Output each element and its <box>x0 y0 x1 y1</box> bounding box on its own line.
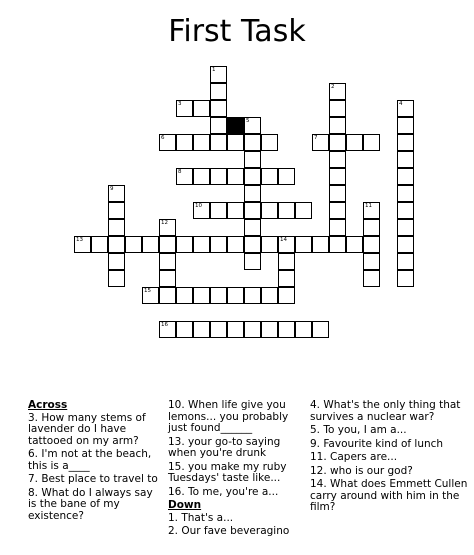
grid-cell[interactable] <box>210 321 227 338</box>
grid-cell[interactable] <box>329 117 346 134</box>
clue-across-13: 13. your go-to saying when you're drunk <box>168 435 281 459</box>
clue-across-10: 10. When life give you lemons... you probably just found______ <box>168 399 289 434</box>
clue-number: 11 <box>365 203 372 209</box>
grid-cell[interactable] <box>176 236 193 253</box>
grid-cell[interactable] <box>329 134 346 151</box>
grid-cell[interactable] <box>210 287 227 304</box>
grid-cell[interactable] <box>397 270 414 287</box>
grid-cell[interactable] <box>278 236 295 253</box>
grid-cell[interactable] <box>227 202 244 219</box>
grid-cell[interactable] <box>193 134 210 151</box>
clue-number: 14 <box>280 237 287 243</box>
grid-cell[interactable] <box>210 168 227 185</box>
grid-cell[interactable] <box>159 236 176 253</box>
grid-cell[interactable] <box>193 287 210 304</box>
grid-cell[interactable] <box>193 100 210 117</box>
grid-cell[interactable] <box>261 202 278 219</box>
clue-number: 7 <box>314 135 318 141</box>
across-heading: Across <box>28 399 68 411</box>
clue-down-5: 5. To you, I am a... <box>310 424 407 436</box>
grid-cell[interactable] <box>278 270 295 287</box>
grid-cell[interactable] <box>91 236 108 253</box>
grid-cell[interactable] <box>397 117 414 134</box>
grid-cell[interactable] <box>397 185 414 202</box>
grid-cell[interactable] <box>329 202 346 219</box>
grid-cell[interactable] <box>210 66 227 83</box>
clue-number: 1 <box>212 67 216 73</box>
grid-cell[interactable] <box>329 168 346 185</box>
grid-cell[interactable] <box>244 168 261 185</box>
grid-cell[interactable] <box>278 287 295 304</box>
grid-cell[interactable] <box>312 321 329 338</box>
clue-number: 16 <box>161 322 168 328</box>
grid-cell[interactable] <box>278 202 295 219</box>
grid-cell[interactable] <box>193 168 210 185</box>
grid-cell[interactable] <box>244 219 261 236</box>
grid-cell[interactable] <box>312 236 329 253</box>
clue-number: 15 <box>144 288 151 294</box>
clue-down-1: 1. That's a... <box>168 511 234 524</box>
grid-cell[interactable] <box>329 236 346 253</box>
clue-number: 4 <box>399 101 403 107</box>
clues-column-2 <box>168 400 306 540</box>
grid-cell[interactable] <box>142 287 159 304</box>
grid-cell[interactable] <box>227 236 244 253</box>
clue-across-16: 16. To me, you're a... <box>168 485 279 498</box>
grid-cell[interactable] <box>244 185 261 202</box>
grid-cell[interactable] <box>329 185 346 202</box>
grid-cell[interactable] <box>142 236 159 253</box>
clues-column-3 <box>310 400 470 516</box>
puzzle-title: First Task <box>168 14 306 49</box>
grid-cell[interactable] <box>295 321 312 338</box>
clue-across-8: 8. What do I always say is the bane of my existence? <box>28 486 153 522</box>
clue-down-9: 9. Favourite kind of lunch <box>310 437 444 450</box>
grid-cell[interactable] <box>244 287 261 304</box>
grid-cell[interactable] <box>159 270 176 287</box>
grid-cell[interactable] <box>176 287 193 304</box>
grid-cell[interactable] <box>159 321 176 338</box>
grid-cell[interactable] <box>397 168 414 185</box>
grid-cell[interactable] <box>329 83 346 100</box>
grid-cell[interactable] <box>261 168 278 185</box>
grid-cell[interactable] <box>210 236 227 253</box>
clue-number: 13 <box>76 237 83 243</box>
grid-cell[interactable] <box>397 253 414 270</box>
clue-across-7: 7. Best place to travel to <box>28 473 158 485</box>
grid-cell[interactable] <box>210 83 227 100</box>
grid-cell[interactable] <box>108 253 125 270</box>
grid-cell[interactable] <box>278 168 295 185</box>
grid-cell[interactable] <box>176 100 193 117</box>
clue-across-3: 3. How many stems of lavender do I have tattooed on my arm? <box>28 411 146 447</box>
grid-cell[interactable] <box>329 219 346 236</box>
grid-cell[interactable] <box>312 134 329 151</box>
grid-cell[interactable] <box>210 100 227 117</box>
grid-cell[interactable] <box>108 219 125 236</box>
grid-cell[interactable] <box>363 253 380 270</box>
grid-cell[interactable] <box>363 270 380 287</box>
down-heading: Down <box>168 499 202 511</box>
grid-cell[interactable] <box>295 202 312 219</box>
grid-cell[interactable] <box>74 236 91 253</box>
grid-cell[interactable] <box>159 287 176 304</box>
grid-cell[interactable] <box>244 134 261 151</box>
grid-cell[interactable] <box>227 287 244 304</box>
clue-number: 8 <box>178 169 182 175</box>
clue-number: 9 <box>110 186 114 192</box>
grid-cell[interactable] <box>108 236 125 253</box>
clue-across-6: 6. I'm not at the beach, this is a____ <box>28 448 152 472</box>
clue-number: 6 <box>161 135 165 141</box>
clues-column-1 <box>28 400 158 524</box>
grid-cell[interactable] <box>244 236 261 253</box>
grid-cell[interactable] <box>108 185 125 202</box>
clue-down-11: 11. Capers are... <box>310 451 398 463</box>
grid-block-cell <box>227 117 244 134</box>
grid-cell[interactable] <box>397 202 414 219</box>
grid-cell[interactable] <box>108 270 125 287</box>
grid-cell[interactable] <box>125 236 142 253</box>
clue-down-4: 4. What's the only thing that survives a nuclear war? <box>310 399 461 423</box>
grid-cell[interactable] <box>176 168 193 185</box>
grid-cell[interactable] <box>244 202 261 219</box>
grid-cell[interactable] <box>295 236 312 253</box>
grid-cell[interactable] <box>159 134 176 151</box>
grid-cell[interactable] <box>397 236 414 253</box>
grid-cell[interactable] <box>227 321 244 338</box>
grid-cell[interactable] <box>159 253 176 270</box>
grid-cell[interactable] <box>397 219 414 236</box>
grid-cell[interactable] <box>261 287 278 304</box>
grid-cell[interactable] <box>329 151 346 168</box>
grid-cell[interactable] <box>193 321 210 338</box>
clue-number: 5 <box>246 118 250 124</box>
grid-cell[interactable] <box>397 134 414 151</box>
grid-cell[interactable] <box>210 134 227 151</box>
grid-cell[interactable] <box>363 202 380 219</box>
grid-cell[interactable] <box>346 134 363 151</box>
grid-cell[interactable] <box>261 236 278 253</box>
grid-cell[interactable] <box>363 219 380 236</box>
grid-cell[interactable] <box>227 168 244 185</box>
clue-number: 3 <box>178 101 182 107</box>
clue-down-12: 12. who is our god? <box>310 464 413 477</box>
grid-cell[interactable] <box>244 151 261 168</box>
grid-cell[interactable] <box>244 117 261 134</box>
grid-cell[interactable] <box>346 236 363 253</box>
grid-cell[interactable] <box>261 134 278 151</box>
clue-number: 2 <box>331 84 335 90</box>
grid-cell[interactable] <box>278 321 295 338</box>
grid-cell[interactable] <box>329 100 346 117</box>
grid-cell[interactable] <box>397 151 414 168</box>
grid-cell[interactable] <box>176 134 193 151</box>
grid-cell[interactable] <box>210 202 227 219</box>
grid-cell[interactable] <box>363 134 380 151</box>
grid-cell[interactable] <box>397 100 414 117</box>
clue-number: 10 <box>195 203 202 209</box>
clue-down-14: 14. What does Emmett Cullen carry around with him in the film? <box>310 478 468 513</box>
grid-cell[interactable] <box>261 321 278 338</box>
grid-cell[interactable] <box>227 134 244 151</box>
grid-cell[interactable] <box>210 117 227 134</box>
clue-number: 12 <box>161 220 168 226</box>
grid-cell[interactable] <box>244 253 261 270</box>
clue-across-15: 15. you make my ruby Tuesdays' taste like... <box>168 460 287 484</box>
grid-cell[interactable] <box>193 202 210 219</box>
clue-down-2: 2. Our fave beveragino <box>168 525 290 537</box>
grid-cell[interactable] <box>193 236 210 253</box>
grid-cell[interactable] <box>176 321 193 338</box>
grid-cell[interactable] <box>363 236 380 253</box>
grid-cell[interactable] <box>159 219 176 236</box>
grid-cell[interactable] <box>244 321 261 338</box>
grid-cell[interactable] <box>108 202 125 219</box>
grid-cell[interactable] <box>278 253 295 270</box>
